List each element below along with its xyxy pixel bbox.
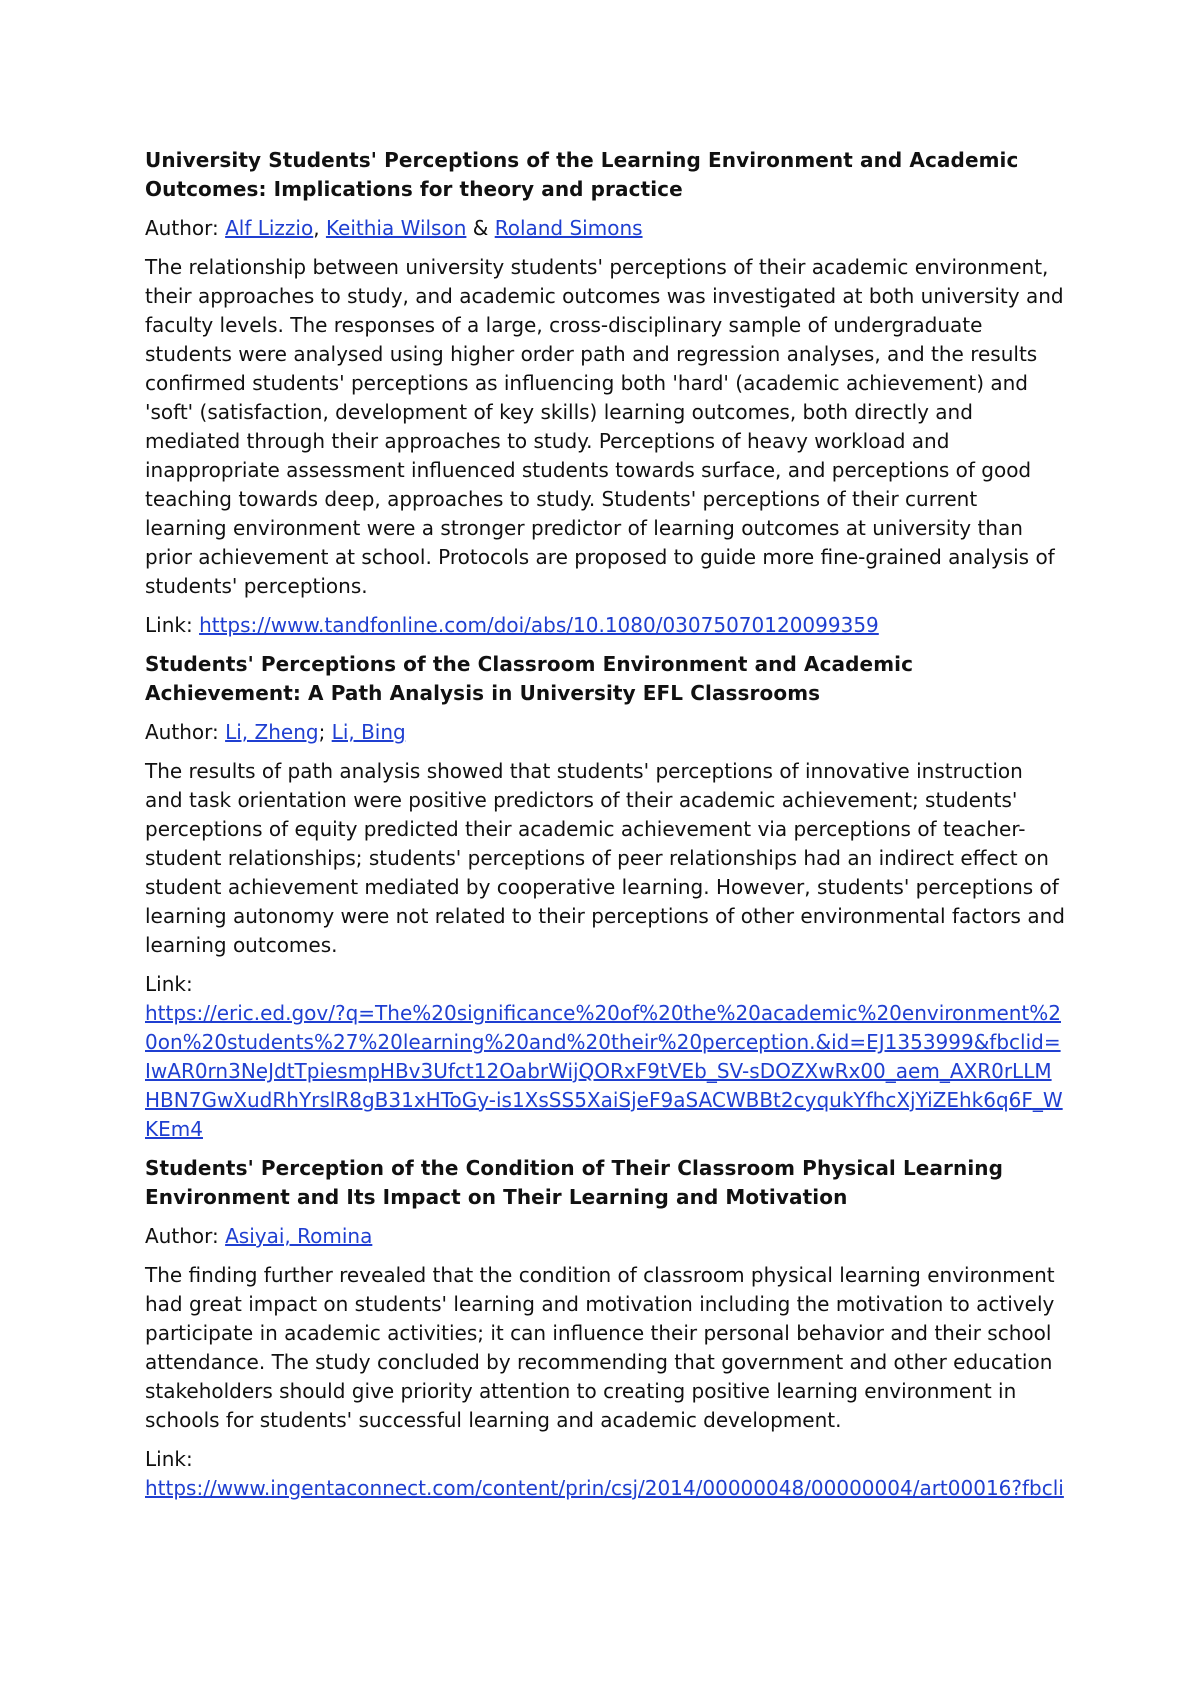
- article-url-link[interactable]: https://www.tandfonline.com/doi/abs/10.1080/03075070120099359: [199, 613, 879, 637]
- article-url-link[interactable]: https://www.ingentaconnect.com/content/prin/csj/2014/00000048/00000004/art00016?fbcli: [145, 1476, 1064, 1500]
- author-separator: &: [466, 216, 495, 240]
- article-abstract: The relationship between university students' perceptions of their academic environment, their approaches to study, and academic outcomes was investigated at both university and faculty levels. The responses of a large, cross-disciplinary sample of undergraduate students were analysed using higher order path and regression analyses, and the results confirmed students' perceptions as influencing both 'hard' (academic achievement) and 'soft' (satisfaction, development of key skills) learning outcomes, both directly and mediated through their approaches to study. Perceptions of heavy workload and inappropriate assessment influenced students towards surface, and perceptions of good teaching towards deep, approaches to study. Students' perceptions of their current learning environment were a stronger predictor of learning outcomes at university than prior achievement at school. Protocols are proposed to guide more fine-grained analysis of students' perceptions.: [145, 255, 1064, 598]
- author-link[interactable]: Keithia Wilson: [325, 216, 467, 240]
- author-link[interactable]: Asiyai, Romina: [225, 1224, 373, 1248]
- author-separator: ,: [313, 216, 326, 240]
- link-line: [145, 1445, 1065, 1503]
- author-link[interactable]: Li, Bing: [331, 720, 406, 744]
- link-label: Link:: [145, 1447, 193, 1471]
- author-label: Author:: [145, 1224, 219, 1248]
- article-entry-2: [145, 650, 1065, 1144]
- document-page: [145, 146, 1065, 1513]
- author-label: Author:: [145, 216, 219, 240]
- article-entry-3: [145, 1154, 1065, 1503]
- article-entry-1: [145, 146, 1065, 640]
- link-label: Link:: [145, 972, 193, 996]
- author-separator: ;: [318, 720, 332, 744]
- author-link[interactable]: Alf Lizzio: [225, 216, 314, 240]
- article-title: Students' Perception of the Condition of Their Classroom Physical Learning Environment and Its Impact on Their Learning and Motivation: [145, 1156, 1004, 1209]
- author-link[interactable]: Roland Simons: [494, 216, 643, 240]
- article-abstract: The finding further revealed that the condition of classroom physical learning environment had great impact on students' learning and motivation including the motivation to actively participate in academic activities; it can influence their personal behavior and their school attendance. The study concluded by recommending that government and other education stakeholders should give priority attention to creating positive learning environment in schools for students' successful learning and academic development.: [145, 1263, 1055, 1432]
- author-link[interactable]: Li, Zheng: [225, 720, 319, 744]
- article-title: University Students' Perceptions of the Learning Environment and Academic Outcomes: Implications for theory and practice: [145, 148, 1019, 201]
- author-label: Author:: [145, 720, 219, 744]
- article-abstract: The results of path analysis showed that students' perceptions of innovative instruction and task orientation were positive predictors of their academic achievement; students' perceptions of equity predicted their academic achievement via perceptions of teacher-student relationships; students' perceptions of peer relationships had an indirect effect on student achievement mediated by cooperative learning. However, students' perceptions of learning autonomy were not related to their perceptions of other environmental factors and learning outcomes.: [145, 759, 1065, 957]
- link-line: [145, 611, 1065, 640]
- article-title: Students' Perceptions of the Classroom Environment and Academic Achievement: A Path Analysis in University EFL Classrooms: [145, 652, 914, 705]
- link-line: [145, 970, 1065, 1144]
- author-line: [145, 718, 1065, 747]
- link-label: Link:: [145, 613, 193, 637]
- author-line: [145, 214, 1065, 243]
- author-line: [145, 1222, 1065, 1251]
- article-url-link[interactable]: https://eric.ed.gov/?q=The%20significance%20of%20the%20academic%20environment%20on%20students%27%20learning%20and%20their%20perception.&id=EJ1353999&fbclid=IwAR0rn3NeJdtTpiesmpHBv3Ufct12OabrWijQORxF9tVEb_SV-sDOZXwRx00_aem_AXR0rLLMHBN7GwXudRhYrslR8gB31xHToGy-is1XsSS5XaiSjeF9aSACWBBt2cyqukYfhcXjYiZEhk6q6F_WKEm4: [145, 1001, 1063, 1141]
